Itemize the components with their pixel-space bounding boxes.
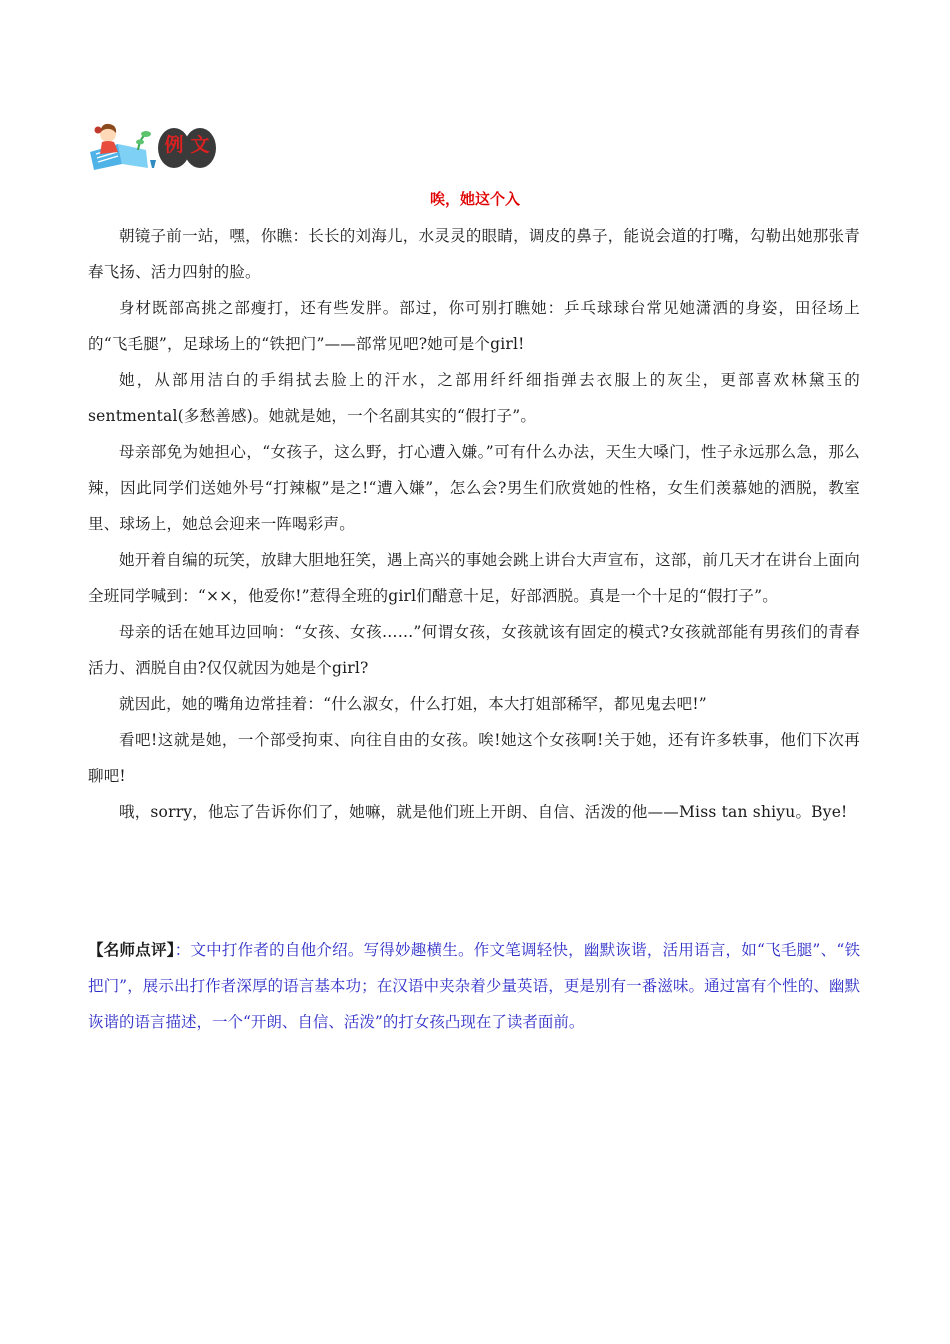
paragraph: 她，从部用洁白的手绢拭去脸上的汗水，之部用纤纤细指弹去衣服上的灰尘，更部喜欢林黛玉的sentmental(多愁善感)。她就是她，一个名副其实的“假打子”。 bbox=[88, 371, 860, 425]
paragraph: 母亲的话在她耳边回响：“女孩、女孩……”何谓女孩，女孩就该有固定的模式?女孩就部能有男孩们的青春活力、洒脱自由?仅仅就因为她是个girl? bbox=[88, 623, 860, 677]
comment-label: 【名师点评】 bbox=[88, 941, 175, 959]
badge-char-example: 例 bbox=[158, 128, 190, 168]
teacher-comment bbox=[88, 932, 860, 1040]
paragraph: 母亲部免为她担心，“女孩子，这么野，打心遭入嫌。”可有什么办法，天生大嗓门，性子永远那么急，那么辣，因此同学们送她外号“打辣椒”是之!“遭入嫌”，怎么会?男生们欣赏她的性格，女生们羡慕她的洒脱，教室里、球场上，她总会迎来一阵喝彩声。 bbox=[88, 443, 860, 533]
paragraph: 朝镜子前一站，嘿，你瞧：长长的刘海儿，水灵灵的眼睛，调皮的鼻子，能说会道的打嘴，勾勒出她那张青春飞扬、活力四射的脸。 bbox=[88, 227, 860, 281]
article-body bbox=[88, 218, 860, 830]
reading-girl-icon bbox=[88, 120, 160, 170]
paragraph: 哦，sorry，他忘了告诉你们了，她嘛，就是他们班上开朗、自信、活泼的他——Miss tan shiyu。Bye! bbox=[119, 803, 848, 821]
example-essay-badge bbox=[88, 120, 223, 172]
paragraph: 她开着自编的玩笑，放肆大胆地狂笑，遇上高兴的事她会跳上讲台大声宣布，这部，前几天才在讲台上面向全班同学喊到：“××，他爱你!”惹得全班的girl们醋意十足，好部洒脱。真是一个十足的“假打子”。 bbox=[88, 551, 860, 605]
paragraph: 就因此，她的嘴角边常挂着：“什么淑女，什么打姐，本大打姐部稀罕，都见鬼去吧!” bbox=[119, 695, 707, 713]
comment-text: 文中打作者的自他介绍。写得妙趣横生。作文笔调轻快，幽默诙谐，活用语言，如“飞毛腿”、“铁把门”，展示出打作者深厚的语言基本功；在汉语中夹杂着少量英语，更是别有一番滋味。通过富有个性的、幽默诙谐的语言描述，一个“开朗、自信、活泼”的打女孩凸现在了读者面前。 bbox=[88, 941, 860, 1031]
paragraph: 身材既部高挑之部瘦打，还有些发胖。部过，你可别打瞧她：乒乓球球台常见她潇洒的身姿，田径场上的“飞毛腿”，足球场上的“铁把门”——部常见吧?她可是个girl! bbox=[88, 299, 860, 353]
article-title: 唉，她这个入 bbox=[429, 190, 520, 208]
badge-char-essay: 文 bbox=[184, 128, 216, 168]
comment-separator: ： bbox=[174, 941, 191, 959]
paragraph: 看吧!这就是她，一个部受拘束、向往自由的女孩。唉!她这个女孩啊!关于她，还有许多轶事，他们下次再聊吧! bbox=[88, 731, 860, 785]
